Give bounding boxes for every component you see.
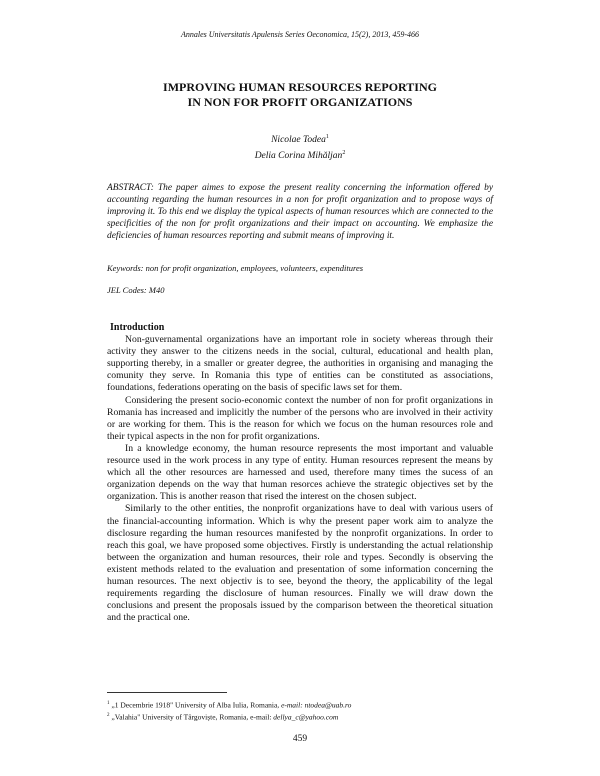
title-line-1: IMPROVING HUMAN RESOURCES REPORTING (163, 80, 437, 94)
keywords: Keywords: non for profit organization, employees, volunteers, expenditures (107, 263, 364, 273)
author-name: Nicolae Todea (271, 135, 326, 146)
introduction-section (107, 322, 493, 624)
author-1 (0, 131, 600, 147)
title-line-2: IN NON FOR PROFIT ORGANIZATIONS (187, 95, 413, 109)
footnote-mark: 2 (342, 150, 346, 157)
paper-title (0, 80, 600, 110)
footnote-email: dellya_c@yahoo.com (273, 712, 339, 721)
page-number: 459 (292, 734, 308, 744)
footnote-text: „Valahia" University of Târgoviște, Romania, e-mail: (111, 712, 274, 721)
footnote-2 (107, 711, 493, 723)
authors (0, 131, 600, 163)
footnote-mark: 2 (107, 712, 110, 718)
footnote-text: „1 Decembrie 1918" University of Alba Iulia, Romania, (111, 700, 282, 710)
jel-codes: JEL Codes: M40 (107, 285, 165, 295)
footnote-mark: 1 (325, 134, 329, 140)
author-name: Delia Corina Mihăljan (254, 151, 343, 162)
paragraph: Similarly to the other entities, the nonprofit organizations have to deal with various users of the financial-accounting information. Which is why the present paper work aim to analyze the disclosure regarding the human resources manifested by the nonprofit organizations. In order to reach this goal, we have proposed some objectives. Firstly is understanding the actual relationship between the organization and human resources, their role and types. Secondly is observing the existent methods related to the evaluation and presentation of some information concerning the human resources. The next objectiv is to see, beyond the theory, the applicability of the legal requirements regarding the disclosure of human resources. Finally we will draw down the conclusions and present the proposals issued by the comparison between the theoretical situation and the practical one. (107, 503, 493, 624)
paragraph: In a knowledge economy, the human resource represents the most important and valuable resource used in the work process in any type of entity. Human resources represent the means by which all the other resources are harnessed and used, therefore many times the sucess of an organization depends on the way that human resorces achieve the strategic objectives set by the organization. This is another reason that rised the interest on the chosen subject. (107, 442, 493, 503)
footnotes (107, 699, 493, 722)
running-head: Annales Universitatis Apulensis Series Oeconomica, 15(2), 2013, 459-466 (180, 30, 420, 39)
footnote-email: e-mail: ntodea@uab.ro (281, 700, 352, 710)
footnote-mark: 1 (107, 701, 110, 706)
section-heading: Introduction (110, 322, 165, 333)
author-2 (0, 147, 600, 163)
footnote-1 (107, 699, 493, 711)
abstract: ABSTRACT: The paper aimes to expose the present reality concerning the information offered by accounting regarding the human resources in a non for profit organization and to propose ways of improving it. To this end we display the typical aspects of human resources which are connected to the specificities of the non for profit organizations and their impact on accounting. We emphasize the deficiencies of human resources reporting and submit means of improving it. (107, 183, 493, 242)
paragraph: Non-guvernamental organizations have an important role in society whereas through their activity they answer to the citizens needs in the social, cultural, educational and health plan, supporting thereby, in a smaller or greater degree, the authorities in organising and managing the comunity they serve. In Romania this type of entities can be constituted as associations, foundations, federations operating on the basis of specific laws set for them. (107, 334, 493, 394)
paragraph: Considering the present socio-economic context the number of non for profit organizations in Romania has increased and implicitly the number of the persons who are involved in their activity or are working for them. This is the reason for which we focus on the human resources role and their typical aspects in the non for profit organizations. (107, 394, 493, 442)
footnote-divider (107, 692, 227, 693)
